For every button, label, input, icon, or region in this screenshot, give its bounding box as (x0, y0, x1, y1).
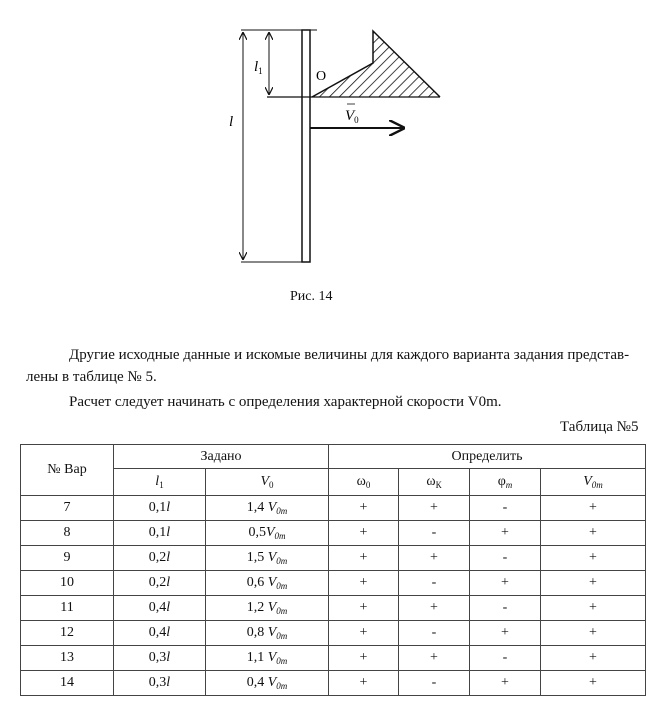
label-l: l (229, 114, 234, 130)
omega0-cell: + (329, 571, 399, 596)
table-row (21, 546, 646, 571)
l1-cell: 0,3l (114, 671, 206, 696)
figure-caption: Рис. 14 (290, 289, 333, 304)
header-determine: Определить (329, 445, 646, 469)
hatched-support (300, 20, 450, 110)
phim-cell: + (470, 521, 541, 546)
v0m-cell: + (541, 621, 646, 646)
v0m-cell: + (541, 496, 646, 521)
l1-cell: 0,1l (114, 496, 206, 521)
label-o: O (316, 69, 327, 84)
var-cell: 14 (21, 671, 114, 696)
var-cell: 8 (21, 521, 114, 546)
subheader-cell: $\omega_К$ (399, 469, 470, 496)
omega0-cell: + (329, 646, 399, 671)
header-given: Задано (114, 445, 329, 469)
table-row (21, 646, 646, 671)
omegak-cell: - (399, 521, 470, 546)
omegak-cell: + (399, 496, 470, 521)
phim-cell: + (470, 671, 541, 696)
table-title: Таблица №5 (560, 419, 639, 435)
v0-cell: 0,8 $V_{0m}$ (206, 621, 329, 646)
var-cell: 12 (21, 621, 114, 646)
l1-cell: 0,4l (114, 621, 206, 646)
l1-cell: 0,4l (114, 596, 206, 621)
omegak-cell: + (399, 646, 470, 671)
omegak-cell: - (399, 571, 470, 596)
omega0-cell: + (329, 596, 399, 621)
v0-cell: 1,5 $V_{0m}$ (206, 546, 329, 571)
l1-cell: 0,2l (114, 546, 206, 571)
subheader-cell: $V_0$ (206, 469, 329, 496)
var-cell: 13 (21, 646, 114, 671)
v0-cell: 1,1 $V_{0m}$ (206, 646, 329, 671)
paragraph-line: Другие исходные данные и искомые величины для каждого варианта задания представ- (69, 347, 630, 363)
phim-cell: - (470, 596, 541, 621)
subheader-cell: $\omega_0$ (329, 469, 399, 496)
v0-cell: $0,5V_{0m}$ (206, 521, 329, 546)
table-row (21, 671, 646, 696)
v0m-cell: + (541, 571, 646, 596)
table-row (21, 496, 646, 521)
v0m-cell: + (541, 521, 646, 546)
var-cell: 10 (21, 571, 114, 596)
table-row (21, 621, 646, 646)
subheader-cell: $V_{0m}$ (541, 469, 646, 496)
omega0-cell: + (329, 521, 399, 546)
omega0-cell: + (329, 671, 399, 696)
var-cell: 11 (21, 596, 114, 621)
phim-cell: + (470, 621, 541, 646)
omega0-cell: + (329, 546, 399, 571)
phim-cell: - (470, 496, 541, 521)
subheader-cell: $\varphi_m$ (470, 469, 541, 496)
v0-cell: 1,2 $V_{0m}$ (206, 596, 329, 621)
v0m-cell: + (541, 671, 646, 696)
v0m-cell: + (541, 646, 646, 671)
figure-14 (0, 0, 666, 280)
omega0-cell: + (329, 496, 399, 521)
header-var: № Вар (21, 445, 114, 496)
omegak-cell: - (399, 621, 470, 646)
phim-cell: - (470, 546, 541, 571)
v0-cell: 0,4 $V_{0m}$ (206, 671, 329, 696)
paragraph-line: лены в таблице № 5. (26, 369, 157, 385)
l1-cell: 0,3l (114, 646, 206, 671)
v0m-cell: + (541, 546, 646, 571)
label-v0: $V_0$ (345, 108, 359, 125)
table-row (21, 571, 646, 596)
label-l1: $l_1$ (254, 59, 263, 76)
omegak-cell: - (399, 671, 470, 696)
l1-cell: 0,2l (114, 571, 206, 596)
table-row (21, 521, 646, 546)
omegak-cell: + (399, 546, 470, 571)
l1-cell: 0,1l (114, 521, 206, 546)
var-cell: 9 (21, 546, 114, 571)
subheader-cell: $l_1$ (114, 469, 206, 496)
omegak-cell: + (399, 596, 470, 621)
beam (302, 30, 310, 262)
var-cell: 7 (21, 496, 114, 521)
paragraph-line: Расчет следует начинать с определения характерной скорости V0m. (69, 394, 502, 410)
v0m-cell: + (541, 596, 646, 621)
phim-cell: - (470, 646, 541, 671)
omega0-cell: + (329, 621, 399, 646)
v0-cell: 0,6 $V_{0m}$ (206, 571, 329, 596)
table-row (21, 596, 646, 621)
v0-cell: 1,4 $V_{0m}$ (206, 496, 329, 521)
variants-table (20, 444, 646, 696)
phim-cell: + (470, 571, 541, 596)
